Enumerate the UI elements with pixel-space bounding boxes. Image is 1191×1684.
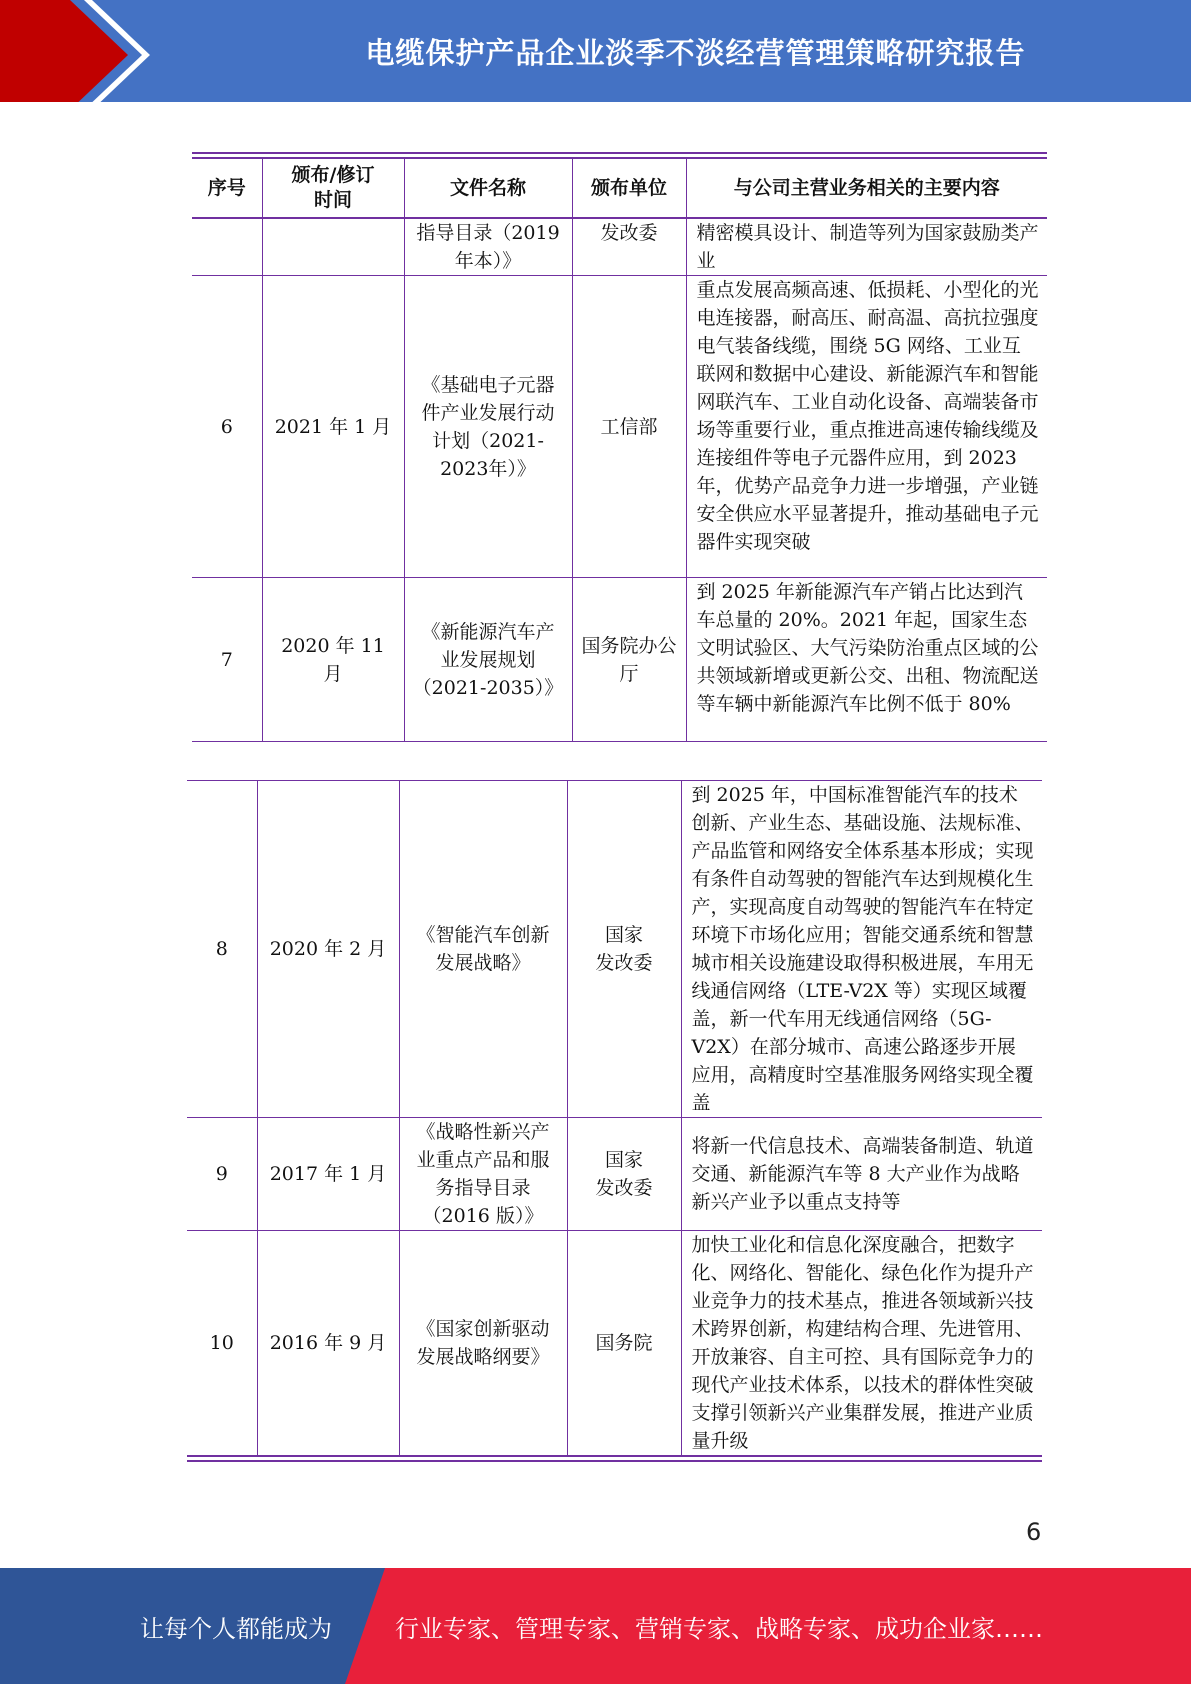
footer-slogan-left: 让每个人都能成为 xyxy=(140,1614,332,1643)
cell-no: 7 xyxy=(192,578,262,742)
table-row xyxy=(187,1231,1042,1459)
header-banner xyxy=(0,0,1191,110)
cell-no xyxy=(192,218,262,276)
table-row xyxy=(187,1118,1042,1231)
cell-issuer: 国家 发改委 xyxy=(567,1118,681,1231)
col-header-date: 颁布/修订 时间 xyxy=(262,156,404,219)
cell-date: 2021 年 1 月 xyxy=(262,276,404,578)
cell-no: 10 xyxy=(187,1231,257,1459)
policy-table-part2 xyxy=(187,780,1042,1462)
table-row xyxy=(192,578,1047,742)
cell-issuer: 国务院 xyxy=(567,1231,681,1459)
cell-name: 《国家创新驱动发展战略纲要》 xyxy=(399,1231,567,1459)
cell-no: 6 xyxy=(192,276,262,578)
policy-table-part1 xyxy=(192,152,1047,742)
table-row xyxy=(192,276,1047,578)
cell-date: 2016 年 9 月 xyxy=(257,1231,399,1459)
cell-issuer: 国家 发改委 xyxy=(567,781,681,1118)
col-header-name: 文件名称 xyxy=(404,156,572,219)
cell-date: 2017 年 1 月 xyxy=(257,1118,399,1231)
cell-content: 将新一代信息技术、高端装备制造、轨道交通、新能源汽车等 8 大产业作为战略新兴产业予以重点支持等 xyxy=(681,1118,1042,1231)
footer-slogan-right: 行业专家、管理专家、营销专家、战略专家、成功企业家…… xyxy=(395,1614,1043,1643)
table-row xyxy=(192,218,1047,276)
cell-name: 《智能汽车创新发展战略》 xyxy=(399,781,567,1118)
page-number: 6 xyxy=(1026,1518,1042,1546)
col-header-content: 与公司主营业务相关的主要内容 xyxy=(686,156,1047,219)
cell-name: 《新能源汽车产业发展规划（2021-2035）》 xyxy=(404,578,572,742)
table-row xyxy=(187,781,1042,1118)
cell-content: 加快工业化和信息化深度融合，把数字化、网络化、智能化、绿色化作为提升产业竞争力的技术基点，推进各领域新兴技术跨界创新，构建结构合理、先进管用、开放兼容、自主可控、具有国际竞争力的现代产业技术体系，以技术的群体性突破支撑引领新兴产业集群发展，推进产业质量升级 xyxy=(681,1231,1042,1459)
cell-name: 《基础电子元器件产业发展行动计划（2021-2023年）》 xyxy=(404,276,572,578)
cell-issuer: 国务院办公厅 xyxy=(572,578,686,742)
cell-name: 《战略性新兴产业重点产品和服务指导目录（2016 版）》 xyxy=(399,1118,567,1231)
footer-banner xyxy=(0,1568,1191,1684)
cell-content: 到 2025 年新能源汽车产销占比达到汽车总量的 20%。2021 年起，国家生态文明试验区、大气污染防治重点区域的公共领域新增或更新公交、出租、物流配送等车辆中新能源汽车比例不低于 80% xyxy=(686,578,1047,742)
cell-date xyxy=(262,218,404,276)
cell-date: 2020 年 11 月 xyxy=(262,578,404,742)
cell-no: 9 xyxy=(187,1118,257,1231)
col-header-no: 序号 xyxy=(192,156,262,219)
cell-content: 到 2025 年，中国标准智能汽车的技术创新、产业生态、基础设施、法规标准、产品监管和网络安全体系基本形成；实现有条件自动驾驶的智能汽车达到规模化生产，实现高度自动驾驶的智能汽车在特定环境下市场化应用；智能交通系统和智慧城市相关设施建设取得积极进展，车用无线通信网络（LTE-V2X 等）实现区域覆盖，新一代车用无线通信网络（5G-V2X）在部分城市、高速公路逐步开展应用，高精度时空基准服务网络实现全覆盖 xyxy=(681,781,1042,1118)
cell-content: 重点发展高频高速、低损耗、小型化的光电连接器，耐高压、耐高温、高抗拉强度电气装备线缆，围绕 5G 网络、工业互联网和数据中心建设、新能源汽车和智能网联汽车、工业自动化设备、高端装备市场等重要行业，重点推进高速传输线缆及连接组件等电子元器件应用，到 2023 年，优势产品竞争力进一步增强，产业链安全供应水平显著提升，推动基础电子元器件实现突破 xyxy=(686,276,1047,578)
cell-content: 精密模具设计、制造等列为国家鼓励类产业 xyxy=(686,218,1047,276)
col-header-issuer: 颁布单位 xyxy=(572,156,686,219)
cell-no: 8 xyxy=(187,781,257,1118)
cell-date: 2020 年 2 月 xyxy=(257,781,399,1118)
report-title: 电缆保护产品企业淡季不淡经营管理策略研究报告 xyxy=(365,35,1026,70)
cell-name: 指导目录（2019 年本）》 xyxy=(404,218,572,276)
cell-issuer: 工信部 xyxy=(572,276,686,578)
table-header-row xyxy=(192,156,1047,219)
cell-issuer: 发改委 xyxy=(572,218,686,276)
